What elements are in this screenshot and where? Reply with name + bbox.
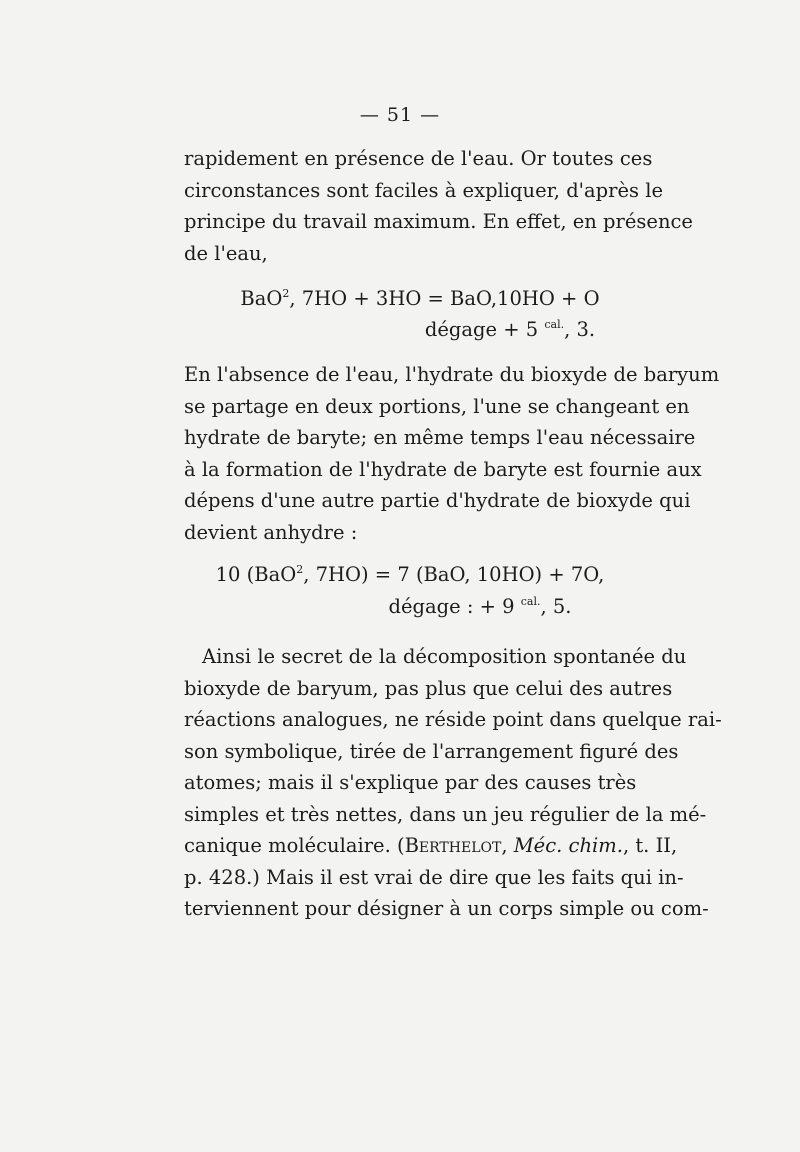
- formula-superscript: 2: [282, 287, 290, 300]
- text-segment: canique moléculaire. (: [184, 834, 405, 857]
- formula-text: BaO: [240, 287, 283, 310]
- text-line: son symbolique, tirée de l'arrangement figuré des: [184, 739, 679, 763]
- text-line: Ainsi le secret de la décomposition spontanée du: [202, 645, 687, 668]
- formula-1-line-1: [0, 284, 800, 314]
- text-line: dépens d'une autre partie d'hydrate de bioxyde qui: [184, 489, 691, 512]
- text-line: se partage en deux portions, l'une se changeant en: [184, 394, 690, 418]
- text-line: simples et très nettes, dans un jeu régulier de la mé-: [184, 802, 707, 826]
- citation-author: Berthelot: [404, 834, 502, 857]
- formula-2-line-2: [0, 592, 800, 622]
- formula-text: dégage + 5: [424, 318, 545, 341]
- text-line: rapidement en présence de l'eau. Or toutes ces: [184, 147, 653, 170]
- text-line: En l'absence de l'eau, l'hydrate du bioxyde de baryum: [184, 363, 720, 386]
- text-line: devient anhydre :: [184, 520, 358, 544]
- text-line: hydrate de baryte; en même temps l'eau nécessaire: [184, 426, 696, 449]
- text-line: circonstances sont faciles à expliquer, d'après le: [184, 178, 663, 202]
- formula-superscript: cal.: [520, 595, 541, 608]
- text-segment: , t. II,: [622, 834, 678, 857]
- text-line: principe du travail maximum. En effet, en présence: [184, 210, 693, 233]
- text-line: terviennent pour désigner à un corps simple ou com-: [184, 897, 709, 920]
- text-line: réactions analogues, ne réside point dans quelque rai-: [184, 708, 722, 731]
- text-line: bioxyde de baryum, pas plus que celui des autres: [184, 676, 673, 700]
- text-line: p. 428.) Mais il est vrai de dire que les faits qui in-: [184, 865, 684, 889]
- formula-text: 10 (BaO: [215, 563, 297, 586]
- text-line: atomes; mais il s'explique par des causes très: [184, 771, 637, 794]
- formula-superscript: cal.: [544, 318, 565, 331]
- paragraph-2: [184, 359, 720, 548]
- paragraph-1: [184, 143, 693, 269]
- page-number: — 51 —: [359, 104, 441, 126]
- text-segment: ,: [501, 834, 514, 857]
- formula-text: , 7HO) = 7 (BaO, 10HO) + 7O,: [303, 563, 605, 586]
- formula-1-line-2: [0, 315, 800, 345]
- formula-superscript: 2: [296, 563, 304, 576]
- formula-text: , 7HO + 3HO = BaO,10HO + O: [289, 287, 600, 310]
- text-line-citation: [184, 830, 678, 862]
- formula-text: dégage : + 9: [388, 595, 521, 618]
- formula-text: , 5.: [540, 595, 572, 618]
- text-line: de l'eau,: [184, 241, 268, 265]
- formula-text: , 3.: [564, 318, 596, 341]
- paragraph-3: [184, 641, 722, 925]
- citation-work: Méc. chim.: [513, 834, 623, 857]
- formula-2-line-1: [0, 560, 800, 590]
- text-line: à la formation de l'hydrate de baryte est fournie aux: [184, 457, 702, 481]
